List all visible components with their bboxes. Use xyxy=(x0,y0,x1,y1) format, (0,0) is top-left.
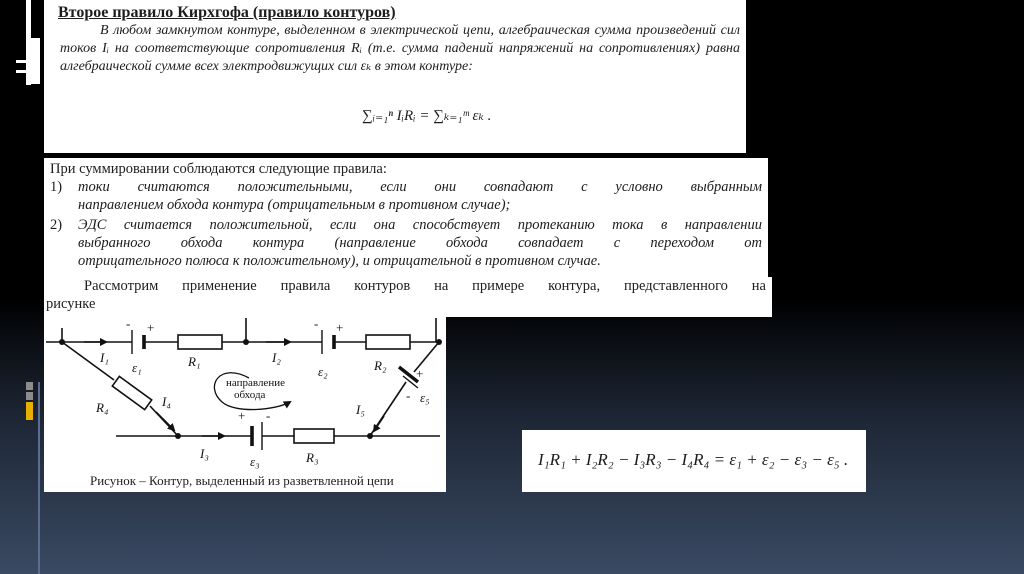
rule-1-number: 1) xyxy=(50,179,63,195)
label-i4: I₄ xyxy=(162,394,171,409)
label-direction-line-2: обхода xyxy=(234,389,266,401)
example-line-1: Рассмотрим применение правила контуров на примере контура, представленного на xyxy=(84,278,766,294)
example-intro-panel xyxy=(44,277,772,317)
label-minus-e1: - xyxy=(126,316,131,331)
definition-text: В любом замкнутом контуре, выделенном в электрической цепи, алгебраическая сумма произведений сил токов Iᵢ на соответствующие сопротивления Rᵢ (т.е. сумма падений напряжений на сопротивлениях) равна алгебраической сумме всех электродвижущих сил εₖ в этом контуре: xyxy=(60,23,740,74)
circuit-diagram xyxy=(44,316,446,492)
current-arrow-i5 xyxy=(374,416,384,431)
label-i3: I₃ xyxy=(200,446,209,461)
label-minus-e3: - xyxy=(266,408,271,423)
label-plus-e5: + xyxy=(416,366,424,381)
decor-square-yellow xyxy=(26,402,33,420)
summation-rules-panel xyxy=(44,158,768,278)
result-formula: I₁R₁ + I₂R₂ − I₃R₃ − I₄R₄ = ε₁ + ε₂ − ε₃ − ε₅ . xyxy=(538,450,849,469)
decor-square-gray xyxy=(26,382,33,390)
junction-dot xyxy=(243,339,249,345)
current-arrow-i4 xyxy=(156,412,174,430)
page-title: Второе правило Кирхгофа (правило контуров) xyxy=(58,4,396,21)
junction-dot xyxy=(367,433,373,439)
junction-dot xyxy=(436,339,442,345)
label-minus-e5: - xyxy=(406,388,411,403)
label-i1: I₁ xyxy=(100,350,109,365)
rule-definition-panel xyxy=(44,0,746,153)
rule-2-line-3: отрицательного полюса к положительному), и отрицательной в противном случае. xyxy=(78,253,601,269)
rule-2-number: 2) xyxy=(50,217,63,233)
resistor-r2 xyxy=(366,335,410,349)
figure-caption: Рисунок – Контур, выделенный из разветвленной цепи xyxy=(90,473,394,488)
circuit-diagram-panel xyxy=(44,316,446,492)
label-direction-line-1: направление xyxy=(226,377,285,389)
decor-bar-line xyxy=(16,70,30,73)
junction-dot xyxy=(59,339,65,345)
label-plus-e1: + xyxy=(147,320,155,335)
resistor-r3 xyxy=(294,429,334,443)
junction-dot xyxy=(175,433,181,439)
label-plus-e2: + xyxy=(336,320,344,335)
rules-intro: При суммировании соблюдаются следующие правила: xyxy=(50,161,387,177)
label-e1: ε₁ xyxy=(132,360,142,375)
decor-vline xyxy=(38,382,40,574)
rule-2-line-2: выбранного обхода контура (направление обхода совпадает с переходом от xyxy=(78,235,762,251)
decor-bar-line xyxy=(16,60,30,63)
resistor-r4 xyxy=(112,376,151,409)
resistor-r1 xyxy=(178,335,222,349)
label-r1: R₁ xyxy=(188,354,201,369)
label-e3: ε₃ xyxy=(250,454,260,469)
label-r2: R₂ xyxy=(374,358,387,373)
decor-square-gray xyxy=(26,392,33,400)
label-plus-e3: + xyxy=(238,408,246,423)
rule-1-line-2: направлением обхода контура (отрицательным в противном случае); xyxy=(78,197,511,213)
label-i5: I₅ xyxy=(356,402,365,417)
rule-2-line-1: ЭДС считается положительной, если она способствует протеканию тока в направлении xyxy=(78,217,762,233)
label-i2: I₂ xyxy=(272,350,281,365)
label-r4: R₄ xyxy=(96,400,109,415)
label-r3: R₃ xyxy=(306,450,319,465)
example-line-2: рисунке xyxy=(46,296,96,312)
kirchhoff-formula: ∑ᵢ₌₁ⁿ IᵢRᵢ = ∑ₖ₌₁ᵐ εₖ . xyxy=(362,108,492,124)
label-e5: ε₅ xyxy=(420,390,430,405)
result-formula-panel xyxy=(522,430,866,492)
rule-1-line-1: токи считаются положительными, если они совпадают с условно выбранным xyxy=(78,179,762,195)
label-minus-e2: - xyxy=(314,316,319,331)
label-e2: ε₂ xyxy=(318,364,328,379)
